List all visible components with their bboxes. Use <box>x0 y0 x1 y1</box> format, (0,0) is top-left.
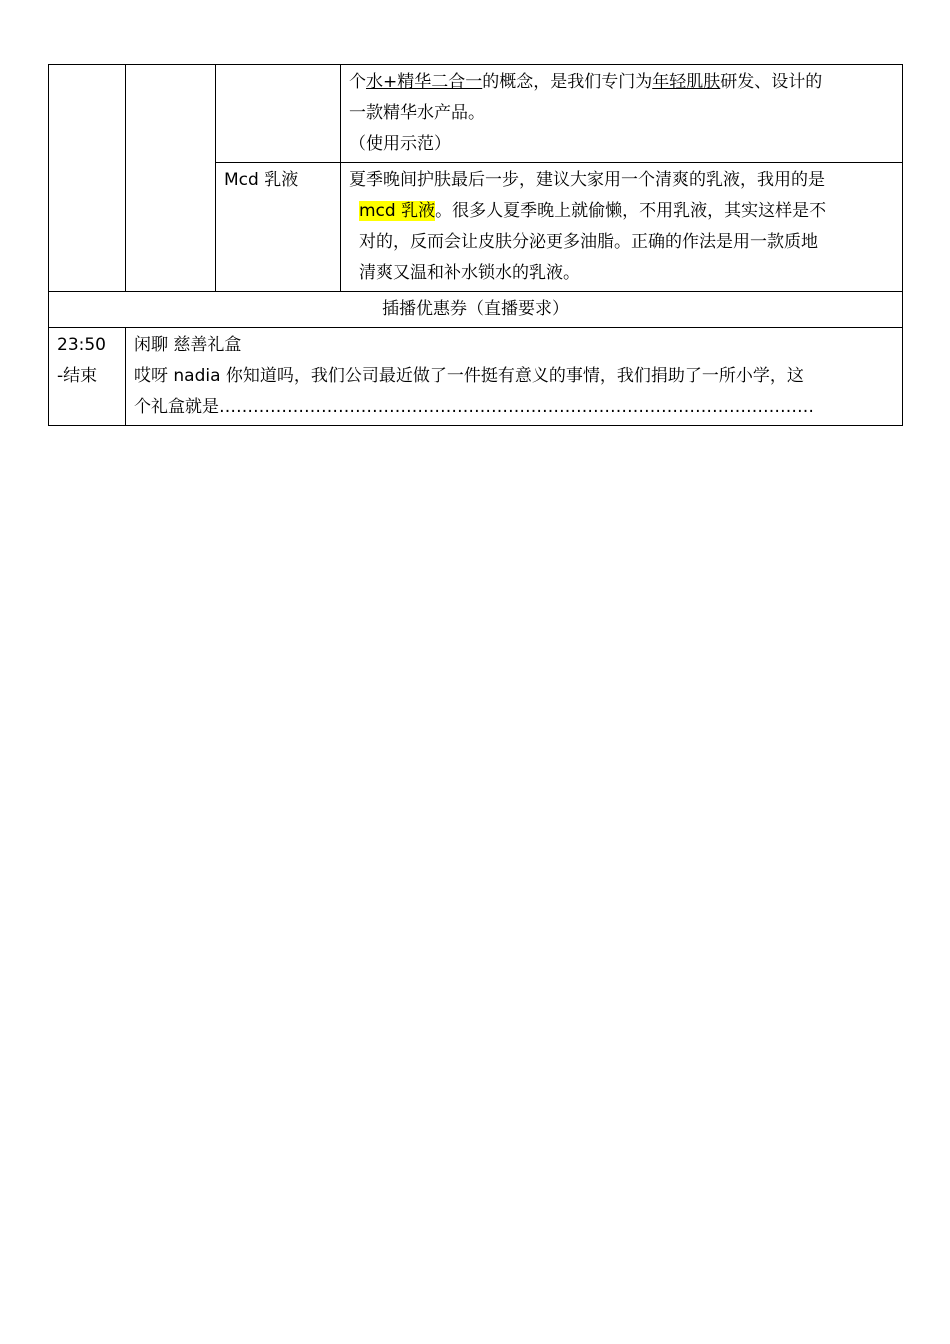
table-row <box>49 328 903 426</box>
script-table <box>48 64 903 426</box>
script-line: 对的，反而会让皮肤分泌更多油脂。正确的作法是用一款质地 <box>359 232 818 252</box>
script-cell <box>341 65 903 163</box>
section-cell <box>126 65 216 292</box>
script-line: 一款精华水产品。 <box>349 103 485 123</box>
script-cell <box>341 163 903 292</box>
underlined-term: 水+精华二合一 <box>366 72 483 92</box>
time-cell <box>49 65 126 292</box>
highlighted-product: mcd 乳液 <box>359 201 436 221</box>
table-row <box>49 292 903 328</box>
product-cell <box>216 65 341 163</box>
script-line: 个水+精华二合一的概念，是我们专门为年轻肌肤研发、设计的 <box>349 72 823 92</box>
usage-demo-note: （使用示范） <box>349 134 451 154</box>
table-row <box>49 65 903 163</box>
script-line: 夏季晚间护肤最后一步，建议大家用一个清爽的乳液，我用的是 <box>349 170 825 190</box>
script-line: 个礼盒就是…………………………………………………………………………………………… <box>134 397 814 417</box>
section-title: 闲聊 慈善礼盒 <box>134 335 242 355</box>
script-line: 哎呀 nadia 你知道吗，我们公司最近做了一件挺有意义的事情，我们捐助了一所小学，这 <box>134 366 804 386</box>
script-cell <box>126 328 903 426</box>
script-line: 清爽又温和补水锁水的乳液。 <box>359 263 580 283</box>
time-cell: 23:50 -结束 <box>49 328 126 426</box>
underlined-term: 年轻肌肤 <box>652 72 721 92</box>
coupon-row: 插播优惠券（直播要求） <box>49 292 903 328</box>
product-name: Mcd 乳液 <box>216 163 341 292</box>
script-line: mcd 乳液。很多人夏季晚上就偷懒，不用乳液，其实这样是不 <box>359 201 827 221</box>
